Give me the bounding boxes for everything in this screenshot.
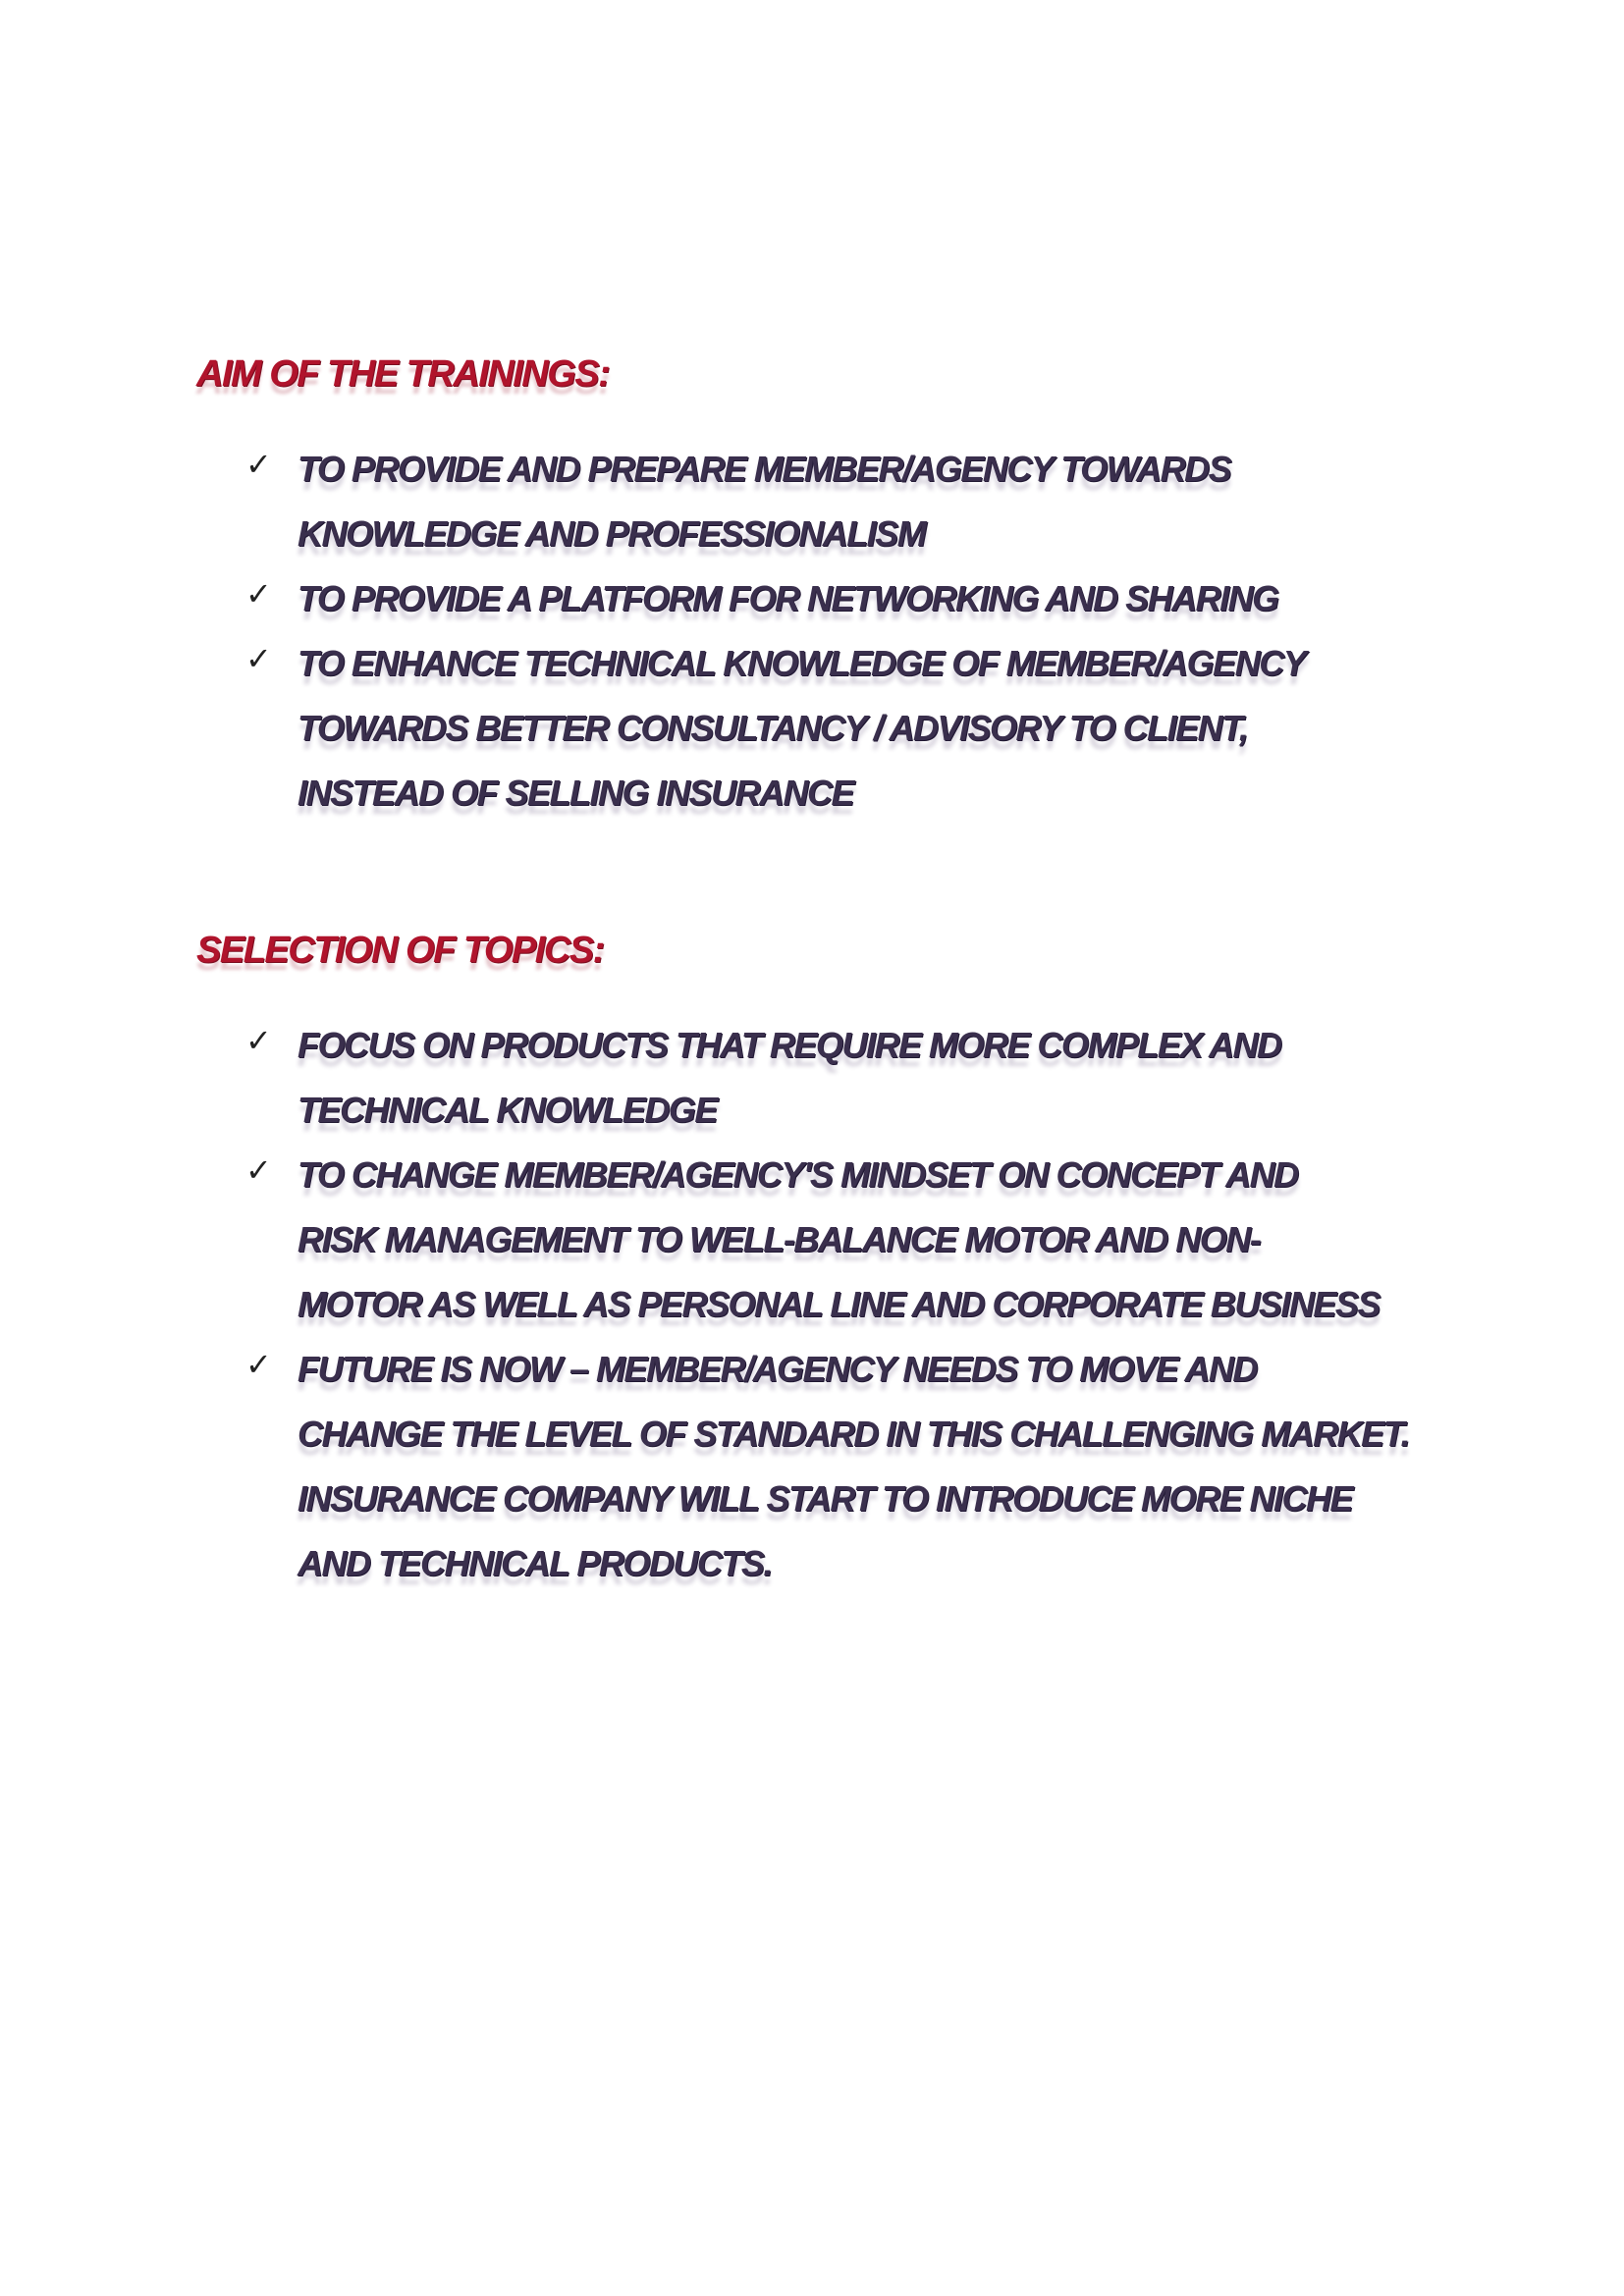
aim-section [196,348,1473,826]
item-text-line: TO ENHANCE TECHNICAL KNOWLEDGE OF MEMBER/AGENCY [298,643,1306,683]
topics-list [196,1013,1473,1596]
list-item [196,566,1473,631]
item-text-line: CHANGE THE LEVEL OF STANDARD IN THIS CHALLENGING MARKET. [298,1414,1410,1454]
item-text-line: RISK MANAGEMENT TO WELL-BALANCE MOTOR AND NON- [298,1219,1261,1259]
aim-list [196,437,1473,826]
item-text-line: FOCUS ON PRODUCTS THAT REQUIRE MORE COMPLEX AND [298,1025,1281,1065]
item-text-line: TECHNICAL KNOWLEDGE [298,1090,717,1130]
item-text-line: KNOWLEDGE AND PROFESSIONALISM [298,513,926,554]
list-item [196,1013,1473,1143]
list-item [196,437,1473,566]
item-text-line: TO CHANGE MEMBER/AGENCY'S MINDSET ON CONCEPT AND [298,1154,1298,1195]
list-item [196,631,1473,826]
check-mark-icon: ✓ [245,575,272,613]
topics-section [196,925,1473,1596]
item-text-line: TO PROVIDE AND PREPARE MEMBER/AGENCY TOWARDS [298,449,1231,489]
item-text-line: TO PROVIDE A PLATFORM FOR NETWORKING AND SHARING [298,578,1278,618]
list-item [196,1337,1473,1596]
item-text-line: MOTOR AS WELL AS PERSONAL LINE AND CORPORATE BUSINESS [298,1284,1380,1324]
item-text-line: AND TECHNICAL PRODUCTS. [298,1543,772,1583]
check-mark-icon: ✓ [245,1346,272,1383]
item-text-line: TOWARDS BETTER CONSULTANCY / ADVISORY TO CLIENT, [298,708,1248,748]
check-mark-icon: ✓ [245,1151,272,1189]
aim-heading: AIM OF THE TRAININGS: [196,353,610,395]
topics-heading: SELECTION OF TOPICS: [196,930,604,971]
item-text-line: INSURANCE COMPANY WILL START TO INTRODUCE MORE NICHE [298,1478,1353,1519]
check-mark-icon: ✓ [245,1022,272,1059]
check-mark-icon: ✓ [245,640,272,677]
check-mark-icon: ✓ [245,446,272,483]
item-text-line: FUTURE IS NOW – MEMBER/AGENCY NEEDS TO MOVE AND [298,1349,1257,1389]
list-item [196,1143,1473,1337]
item-text-line: INSTEAD OF SELLING INSURANCE [298,773,854,813]
